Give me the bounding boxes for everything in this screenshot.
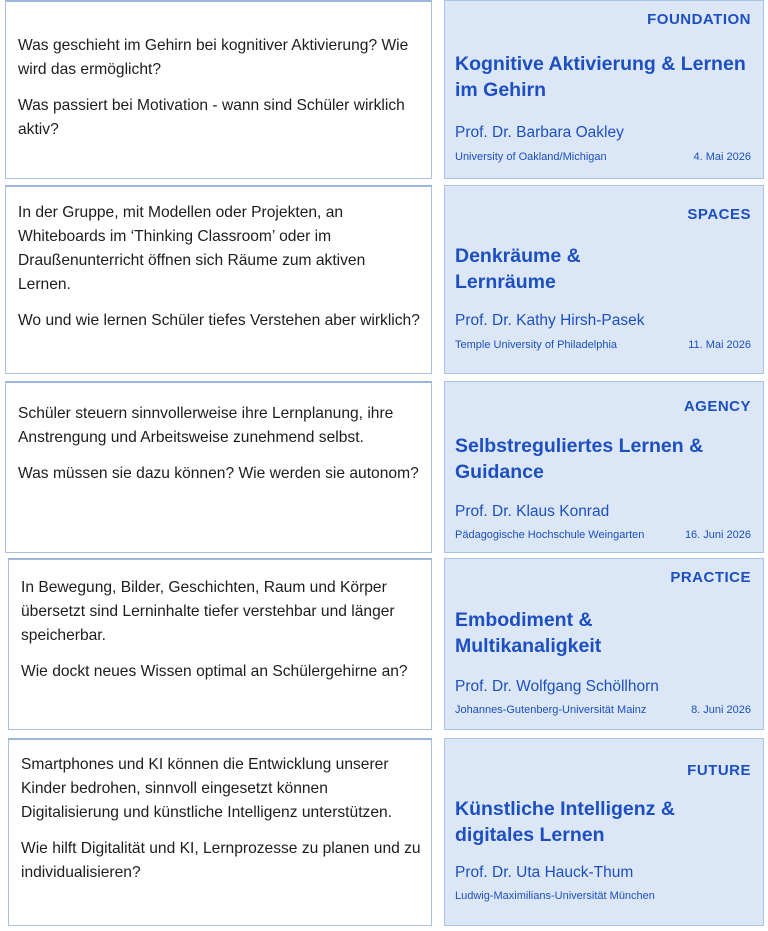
course-card (444, 558, 764, 730)
course-title: Selbstreguliertes Lernen & Guidance (455, 435, 704, 483)
description-paragraph: In Bewegung, Bilder, Geschichten, Raum und Körper übersetzt sind Lerninhalte tiefer verstehbar und länger speicherbar. (21, 579, 395, 644)
university-name: Pädagogische Hochschule Weingarten (455, 529, 645, 541)
course-description (5, 381, 432, 553)
professor-name: Prof. Dr. Wolfgang Schöllhorn (455, 678, 659, 695)
description-question: Was passiert bei Motivation - wann sind Schüler wirklich aktiv? (18, 97, 405, 138)
course-row (0, 558, 768, 730)
course-tag: FOUNDATION (647, 11, 751, 28)
professor-name: Prof. Dr. Uta Hauck-Thum (455, 864, 634, 881)
course-title: Embodiment & Multikanaligkeit (455, 609, 602, 657)
professor-name: Prof. Dr. Klaus Konrad (455, 503, 610, 520)
course-date: 8. Juni 2026 (691, 704, 751, 716)
description-question: Was müssen sie dazu können? Wie werden sie autonom? (18, 465, 419, 482)
university-name: University of Oakland/Michigan (455, 151, 607, 163)
course-row (0, 738, 768, 926)
course-title: Künstliche Intelligenz & digitales Lernen (455, 798, 675, 846)
course-row (0, 185, 768, 374)
course-card (444, 738, 764, 926)
professor-name: Prof. Dr. Barbara Oakley (455, 124, 624, 141)
course-description (5, 0, 432, 179)
description-paragraph: Schüler steuern sinnvollerweise ihre Lernplanung, ihre Anstrengung und Arbeitsweise zunehmend selbst. (18, 405, 394, 446)
course-tag: SPACES (687, 206, 751, 223)
course-row (0, 0, 768, 179)
course-tag: FUTURE (687, 762, 751, 779)
course-tag: PRACTICE (670, 569, 751, 586)
professor-name: Prof. Dr. Kathy Hirsh-Pasek (455, 312, 645, 329)
course-date: 11. Mai 2026 (688, 339, 751, 351)
course-card (444, 185, 764, 374)
course-title: Kognitive Aktivierung & Lernen im Gehirn (455, 53, 746, 101)
description-paragraph: Smartphones und KI können die Entwicklung unserer Kinder bedrohen, sinnvoll eingesetzt können Digitalisierung und künstliche Intelligenz unterstützen. (21, 756, 392, 821)
description-question: Wie dockt neues Wissen optimal an Schülergehirne an? (21, 663, 408, 680)
description-paragraph: Was geschieht im Gehirn bei kognitiver Aktivierung? Wie wird das ermöglicht? (18, 37, 409, 78)
university-name: Ludwig-Maximilians-Universität München (455, 890, 655, 902)
description-paragraph: In der Gruppe, mit Modellen oder Projekten, an Whiteboards im ‘Thinking Classroom’ oder im Draußenunterricht öffnen sich Räume zum aktiven Lernen. (18, 204, 366, 293)
course-description (5, 185, 432, 374)
course-date: 4. Mai 2026 (693, 151, 751, 163)
university-name: Johannes-Gutenberg-Universität Mainz (455, 704, 647, 716)
university-name: Temple University of Philadelphia (455, 339, 618, 351)
course-row (0, 381, 768, 553)
course-tag: AGENCY (683, 398, 751, 415)
course-description (8, 738, 432, 926)
course-title: Denkräume & Lernräume (455, 245, 581, 293)
course-card (444, 381, 764, 553)
course-card (444, 0, 764, 179)
course-description (8, 558, 432, 730)
course-date: 16. Juni 2026 (684, 529, 751, 541)
description-question: Wo und wie lernen Schüler tiefes Verstehen aber wirklich? (18, 312, 420, 329)
description-question: Wie hilft Digitalität und KI, Lernprozesse zu planen und zu individualisieren? (21, 840, 421, 881)
